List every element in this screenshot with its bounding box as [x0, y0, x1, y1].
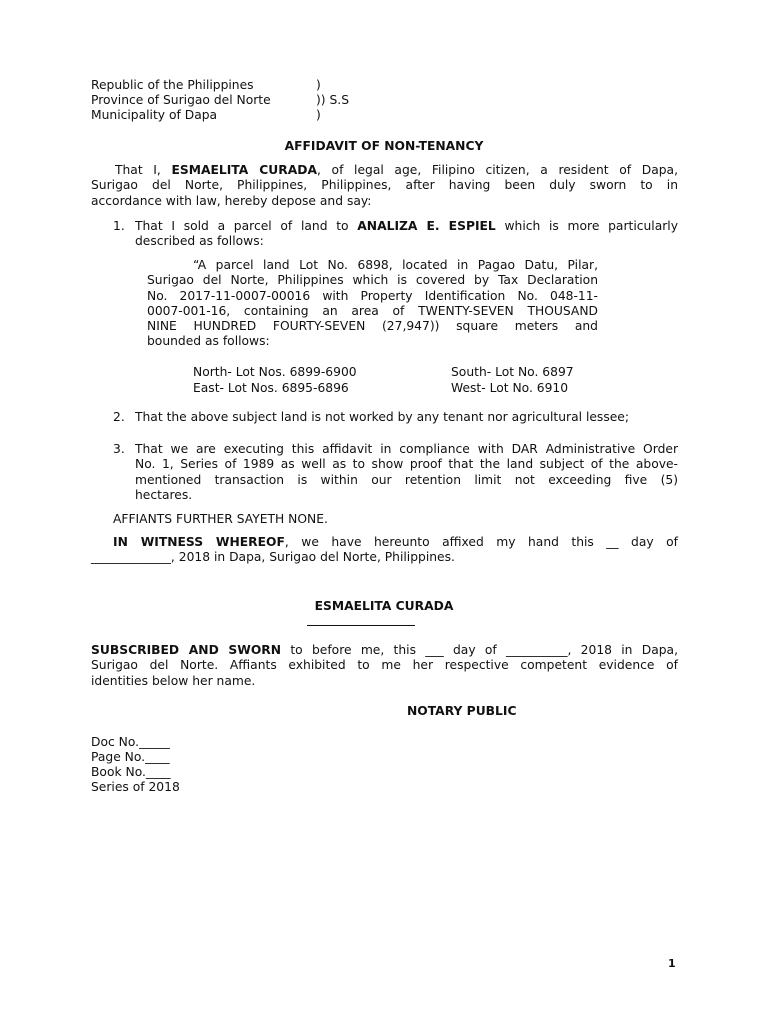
- jurat-paragraph: [91, 643, 678, 689]
- item-line: No. 1, Series of 1989 as well as to show proof that the land subject of the above-: [135, 457, 678, 472]
- item-3: [135, 442, 678, 503]
- jurat-lead: SUBSCRIBED AND SWORN: [91, 643, 282, 657]
- item-line: hectares.: [135, 487, 193, 502]
- jurat-line: [91, 643, 678, 658]
- witness-paragraph: [91, 535, 678, 566]
- notary-public-label: NOTARY PUBLIC: [407, 704, 517, 718]
- item-line: mentioned transaction is within our retention limit not exceeding five (5): [135, 472, 678, 487]
- intro-text: That I,: [115, 163, 172, 177]
- item-number: 3.: [113, 442, 125, 456]
- description-line: bounded as follows:: [147, 334, 270, 349]
- boundary-east: East- Lot Nos. 6895-6896: [193, 381, 349, 395]
- item-text: which is more particularly: [495, 219, 678, 233]
- boundary-south: South- Lot No. 6897: [451, 365, 574, 379]
- venue-block: [91, 78, 349, 123]
- description-line: Surigao del Norte, Philippines which is covered by Tax Declaration: [147, 273, 598, 288]
- description-line: No. 2017-11-0007-00016 with Property Identification No. 048-11-: [147, 288, 598, 303]
- property-description: [147, 258, 598, 350]
- intro-text: , of legal age, Filipino citizen, a resident of Dapa,: [317, 163, 679, 177]
- further-sayeth: AFFIANTS FURTHER SAYETH NONE.: [113, 512, 328, 526]
- venue-mark: )) S.S: [316, 93, 350, 107]
- signatory-name: ESMAELITA CURADA: [314, 599, 454, 613]
- intro-paragraph: [91, 163, 678, 209]
- witness-text: , we have hereunto affixed my hand this __ day of: [284, 535, 678, 549]
- notarial-book-no: Book No.____: [91, 765, 171, 779]
- buyer-name: ANALIZA E. ESPIEL: [357, 219, 496, 233]
- intro-line: [91, 163, 678, 178]
- venue-text: Province of Surigao del Norte: [91, 93, 271, 107]
- item-1: [135, 219, 678, 250]
- venue-text: Republic of the Philippines: [91, 78, 254, 92]
- notarial-doc-no: Doc No._____: [91, 735, 170, 749]
- venue-text: Municipality of Dapa: [91, 108, 218, 122]
- witness-line: [91, 535, 678, 550]
- intro-line: accordance with law, hereby depose and say:: [91, 193, 372, 208]
- venue-line: [91, 78, 349, 93]
- item-text: That I sold a parcel of land to: [135, 219, 358, 233]
- witness-line: _____________, 2018 in Dapa, Surigao del Norte, Philippines.: [91, 550, 455, 565]
- boundary-north: North- Lot Nos. 6899-6900: [193, 365, 357, 379]
- venue-mark: ): [316, 108, 321, 122]
- item-line: [135, 219, 678, 234]
- notarial-page-no: Page No.____: [91, 750, 170, 764]
- item-number: 2.: [113, 410, 125, 424]
- item-line: That we are executing this affidavit in compliance with DAR Administrative Order: [135, 442, 678, 456]
- witness-lead: IN WITNESS WHEREOF: [113, 535, 285, 549]
- intro-line: Surigao del Norte, Philippines, Philippines, after having been duly sworn to in: [91, 178, 678, 193]
- jurat-text: to before me, this ___ day of __________, 2018 in Dapa,: [281, 643, 678, 657]
- venue-mark: ): [316, 78, 321, 92]
- jurat-line: Surigao del Norte. Affiants exhibited to me her respective competent evidence of: [91, 658, 678, 673]
- item-number: 1.: [113, 219, 125, 233]
- item-2: That the above subject land is not worked by any tenant nor agricultural lessee;: [135, 410, 630, 424]
- document-title: AFFIDAVIT OF NON-TENANCY: [284, 139, 484, 153]
- description-text: “A parcel land Lot No. 6898, located in Pagao Datu, Pilar,: [193, 258, 598, 272]
- venue-line: [91, 108, 349, 123]
- affiant-name: ESMAELITA CURADA: [171, 163, 317, 177]
- page-number: 1: [668, 957, 676, 970]
- signature-line: [307, 625, 415, 626]
- boundary-west: West- Lot No. 6910: [451, 381, 569, 395]
- item-line: described as follows:: [135, 234, 264, 249]
- notarial-series: Series of 2018: [91, 780, 180, 794]
- description-line: 0007-001-16, containing an area of TWENTY-SEVEN THOUSAND: [147, 303, 598, 318]
- jurat-line: identities below her name.: [91, 673, 256, 688]
- venue-line: [91, 93, 349, 108]
- description-line: [147, 258, 598, 273]
- description-line: NINE HUNDRED FOURTY-SEVEN (27,947)) square meters and: [147, 319, 598, 334]
